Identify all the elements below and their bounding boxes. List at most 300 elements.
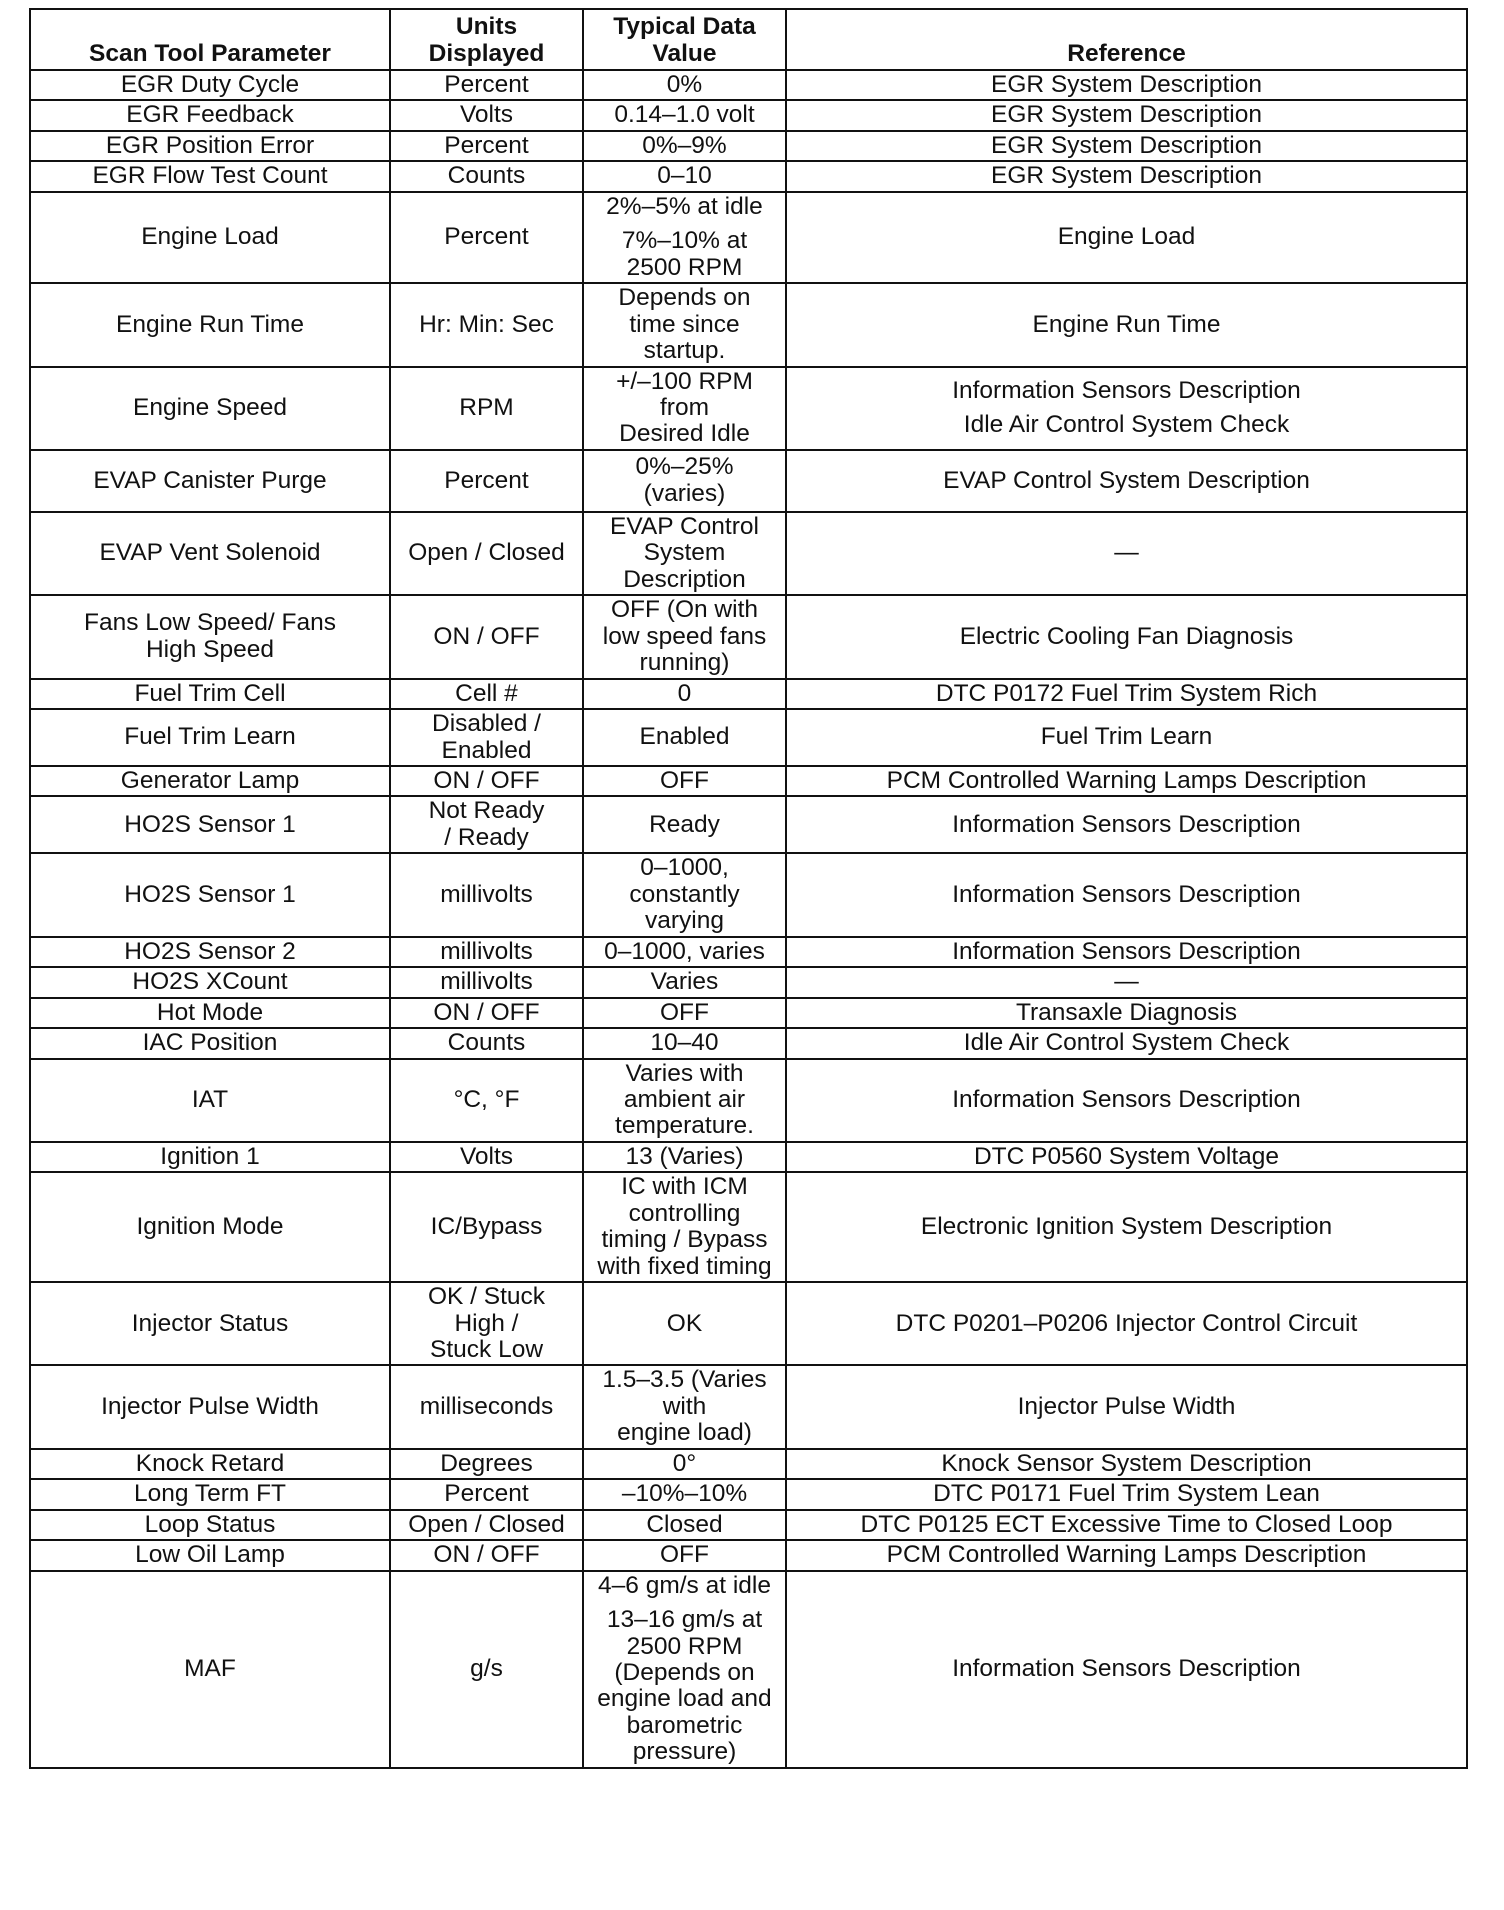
units-text: °C, °F [453,1085,520,1113]
units-cell [390,1142,583,1172]
units-cell [390,1571,583,1768]
units-cell [390,709,583,766]
typical-value-text: controlling [628,1199,741,1227]
typical-value-text: ambient air [623,1085,746,1113]
table-row [30,937,1467,967]
reference-text: Engine Run Time [1032,310,1221,338]
typical-value-text: 0%–9% [642,131,727,159]
table-row [30,283,1467,366]
reference-cell [786,1449,1467,1479]
typical-value-cell [583,967,786,997]
reference-cell [786,100,1467,130]
header-scan-tool-parameter: Scan Tool Parameter [30,9,390,70]
reference-cell [786,766,1467,796]
reference-text: Injector Pulse Width [1017,1392,1236,1420]
units-text: milliseconds [419,1392,554,1420]
reference-text: Fuel Trim Learn [1040,723,1213,751]
parameter-text: EVAP Canister Purge [93,466,327,494]
typical-value-text: IC with ICM [621,1173,748,1201]
parameter-text: Injector Pulse Width [101,1392,319,1420]
reference-text: EGR System Description [991,162,1262,190]
parameter-text: IAC Position [142,1029,278,1057]
parameter-cell [30,967,390,997]
reference-cell [786,1282,1467,1365]
units-text: Degrees [440,1449,533,1477]
reference-cell [786,595,1467,678]
typical-value-cell [583,1142,786,1172]
parameter-cell [30,1540,390,1570]
typical-value-text: engine load and [597,1685,772,1713]
reference-cell [786,161,1467,191]
units-text: High / [454,1309,519,1337]
parameter-cell [30,796,390,853]
parameter-cell [30,192,390,283]
units-text: Enabled [441,736,532,764]
typical-value-cell [583,161,786,191]
parameter-text: HO2S Sensor 2 [124,937,296,965]
table-row [30,1028,1467,1058]
typical-value-text: 0–1000, varies [604,937,765,965]
parameter-cell [30,679,390,709]
typical-value-cell [583,367,786,450]
parameter-text: EVAP Vent Solenoid [99,539,321,567]
reference-text: DTC P0171 Fuel Trim System Lean [933,1480,1320,1508]
units-cell [390,1282,583,1365]
reference-text: EVAP Control System Description [943,466,1310,494]
typical-value-text: Description [623,565,746,593]
parameter-text: EGR Duty Cycle [120,71,300,98]
typical-value-cell [583,1510,786,1540]
table-row [30,709,1467,766]
units-cell [390,1059,583,1142]
parameter-text: IAT [191,1085,229,1113]
units-cell [390,1365,583,1448]
typical-value-cell [583,1571,786,1768]
typical-value-cell [583,1028,786,1058]
units-cell [390,1479,583,1509]
typical-value-text: 1.5–3.5 (Varies [602,1366,767,1394]
parameter-cell [30,709,390,766]
typical-value-text: 0%–25% [635,453,734,481]
typical-value-text: OFF [660,1541,709,1569]
table-row [30,1172,1467,1282]
parameter-cell [30,1028,390,1058]
typical-value-text: with [662,1392,707,1420]
parameter-cell [30,283,390,366]
table-row [30,766,1467,796]
reference-text: — [1114,968,1139,996]
typical-value-cell [583,1449,786,1479]
parameter-cell [30,161,390,191]
table-row [30,595,1467,678]
units-cell [390,450,583,512]
parameter-text: Long Term FT [133,1480,287,1508]
scan-tool-data-table [29,8,1468,1769]
table-row [30,998,1467,1028]
typical-value-cell [583,1479,786,1509]
units-text: Stuck Low [429,1336,544,1364]
units-cell [390,796,583,853]
parameter-text: Generator Lamp [120,766,300,794]
units-text: Open / Closed [408,539,565,567]
parameter-cell [30,450,390,512]
units-text: OK / Stuck [427,1283,546,1311]
reference-cell [786,1172,1467,1282]
table-row [30,1059,1467,1142]
table-row [30,679,1467,709]
typical-value-text: Ready [649,810,720,838]
parameter-text: Fuel Trim Cell [134,679,286,707]
header-units-line: Displayed [428,39,545,67]
parameter-text: Engine Speed [133,393,287,421]
typical-value-text: time since [629,310,740,338]
table-row [30,1142,1467,1172]
typical-value-text: EVAP Control [610,512,759,540]
reference-cell [786,998,1467,1028]
typical-value-text: 2%–5% at idle [606,192,763,220]
reference-text: EGR System Description [991,71,1262,98]
reference-text: EGR System Description [991,101,1262,129]
units-text: millivolts [440,937,533,965]
parameter-cell [30,998,390,1028]
units-cell [390,1028,583,1058]
units-text: millivolts [440,880,533,908]
typical-value-text: 13–16 gm/s at [606,1606,763,1634]
reference-cell [786,709,1467,766]
parameter-cell [30,1365,390,1448]
reference-cell [786,1059,1467,1142]
table-row [30,967,1467,997]
units-text: millivolts [440,968,533,996]
typical-value-text: low speed fans [602,622,767,650]
reference-cell [786,679,1467,709]
parameter-text: MAF [184,1655,236,1683]
typical-value-text: Depends on [618,284,751,312]
reference-cell [786,70,1467,100]
reference-text: PCM Controlled Warning Lamps Description [886,766,1367,794]
typical-value-text: barometric [626,1711,743,1739]
units-text: Volts [459,101,514,129]
typical-value-cell [583,796,786,853]
typical-value-cell [583,595,786,678]
typical-value-text: 4–6 gm/s at idle [598,1571,771,1599]
header-typical-data-value [583,9,786,70]
reference-cell [786,131,1467,161]
units-cell [390,595,583,678]
reference-cell [786,283,1467,366]
reference-text: Information Sensors Description [952,810,1301,838]
parameter-text: EGR Position Error [105,131,315,159]
typical-value-cell [583,679,786,709]
parameter-text: Knock Retard [135,1449,285,1477]
typical-value-text: Closed [646,1510,723,1538]
reference-text: EGR System Description [991,131,1262,159]
reference-cell [786,512,1467,595]
reference-text: Information Sensors Description [952,880,1301,908]
typical-value-text: OFF (On with [610,596,758,624]
units-cell [390,1172,583,1282]
units-text: RPM [459,393,514,421]
parameter-text: Hot Mode [156,998,264,1026]
reference-cell [786,1365,1467,1448]
typical-value-text: OK [666,1309,703,1337]
parameter-cell [30,100,390,130]
units-text: Disabled / [432,710,541,738]
units-text: Volts [459,1142,514,1170]
typical-value-cell [583,100,786,130]
reference-text: PCM Controlled Warning Lamps Description [886,1541,1367,1569]
typical-value-text: 0–10 [657,162,712,190]
typical-value-cell [583,450,786,512]
reference-cell [786,1571,1467,1768]
reference-text: Information Sensors Description [952,937,1301,965]
table-row [30,192,1467,283]
units-text: Percent [444,1480,529,1508]
reference-text: Transaxle Diagnosis [1015,998,1238,1026]
table-row [30,450,1467,512]
units-text: Cell # [455,679,518,707]
typical-value-text: 0% [666,71,703,98]
typical-value-text: pressure) [632,1738,737,1766]
header-value-line: Value [652,39,717,67]
table-row [30,367,1467,450]
header-value-line: Typical Data [613,13,756,41]
typical-value-cell [583,937,786,967]
scan-tool-data-sheet [29,8,1468,1769]
parameter-cell [30,131,390,161]
typical-value-text: 13 (Varies) [625,1142,744,1170]
typical-value-text: –10%–10% [621,1480,748,1508]
units-cell [390,1510,583,1540]
table-row [30,131,1467,161]
reference-cell [786,367,1467,450]
typical-value-text: OFF [660,998,709,1026]
units-text: Counts [447,162,526,190]
table-body [30,70,1467,1768]
typical-value-text: Varies with [625,1059,744,1087]
parameter-cell [30,512,390,595]
parameter-cell [30,1282,390,1365]
parameter-cell [30,853,390,936]
reference-cell [786,450,1467,512]
reference-cell [786,1142,1467,1172]
typical-value-text: Varies [650,968,719,996]
table-row [30,1282,1467,1365]
typical-value-text: OFF [660,766,709,794]
units-cell [390,967,583,997]
typical-value-text: Enabled [639,723,730,751]
reference-cell [786,796,1467,853]
parameter-text: Engine Load [141,223,279,251]
parameter-text: Ignition Mode [136,1212,284,1240]
typical-value-cell [583,1282,786,1365]
typical-value-text: engine load) [617,1419,752,1447]
reference-cell [786,937,1467,967]
typical-value-text: 0° [672,1449,697,1477]
units-text: ON / OFF [433,1541,540,1569]
reference-text: Information Sensors Description [952,376,1301,404]
typical-value-text: (varies) [643,479,726,507]
reference-text: Electronic Ignition System Description [920,1212,1333,1240]
reference-text: Information Sensors Description [952,1085,1301,1113]
typical-value-text: from [660,393,709,421]
parameter-cell [30,1479,390,1509]
parameter-text: Fuel Trim Learn [124,723,296,751]
table-row [30,1365,1467,1448]
typical-value-text: (Depends on [614,1659,755,1687]
typical-value-text: constantly [629,880,740,908]
parameter-cell [30,1571,390,1768]
units-cell [390,131,583,161]
header-row [30,9,1467,70]
typical-value-cell [583,512,786,595]
units-text: Percent [444,466,529,494]
units-cell [390,512,583,595]
units-cell [390,1449,583,1479]
parameter-cell [30,1510,390,1540]
table-row [30,853,1467,936]
typical-value-cell [583,1059,786,1142]
units-text: g/s [470,1655,503,1683]
parameter-text: EGR Flow Test Count [92,162,328,190]
typical-value-cell [583,709,786,766]
parameter-text: Loop Status [144,1510,276,1538]
typical-value-text: varying [645,907,724,935]
units-cell [390,192,583,283]
parameter-cell [30,367,390,450]
units-text: ON / OFF [433,622,540,650]
table-row [30,1510,1467,1540]
typical-value-cell [583,70,786,100]
parameter-text: Fans Low Speed/ Fans [84,609,336,637]
units-cell [390,853,583,936]
reference-cell [786,1540,1467,1570]
parameter-cell [30,1172,390,1282]
parameter-text: EGR Feedback [126,101,294,129]
units-cell [390,367,583,450]
typical-value-cell [583,1540,786,1570]
header-reference: Reference [786,9,1467,70]
units-text: Percent [444,71,529,98]
table-row [30,1571,1467,1768]
reference-text: Idle Air Control System Check [963,411,1290,439]
parameter-cell [30,1059,390,1142]
table-row [30,70,1467,100]
units-text: ON / OFF [433,998,540,1026]
units-cell [390,679,583,709]
reference-text: Knock Sensor System Description [941,1449,1312,1477]
typical-value-text: running) [639,649,730,677]
parameter-text: Low Oil Lamp [135,1541,285,1569]
typical-value-text: +/–100 RPM [616,367,753,395]
reference-text: Engine Load [1057,223,1196,251]
parameter-text: HO2S Sensor 1 [124,810,296,838]
typical-value-text: 0 [677,679,692,707]
typical-value-text: timing / Bypass [601,1226,768,1254]
parameter-cell [30,595,390,678]
table-row [30,100,1467,130]
reference-text: Electric Cooling Fan Diagnosis [959,622,1294,650]
units-cell [390,998,583,1028]
units-cell [390,766,583,796]
parameter-text: Ignition 1 [160,1142,260,1170]
units-cell [390,100,583,130]
units-cell [390,283,583,366]
parameter-cell [30,1142,390,1172]
parameter-text: HO2S Sensor 1 [124,880,296,908]
typical-value-cell [583,283,786,366]
typical-value-text: System [643,539,726,567]
reference-text: DTC P0172 Fuel Trim System Rich [935,679,1318,707]
parameter-cell [30,937,390,967]
parameter-text: HO2S XCount [132,968,288,996]
units-text: Hr: Min: Sec [419,310,554,338]
reference-cell [786,853,1467,936]
parameter-cell [30,1449,390,1479]
units-text: ON / OFF [433,766,540,794]
parameter-cell [30,766,390,796]
table-row [30,1449,1467,1479]
typical-value-cell [583,853,786,936]
typical-value-cell [583,131,786,161]
units-text: Open / Closed [408,1510,565,1538]
reference-text: DTC P0560 System Voltage [973,1142,1280,1170]
reference-cell [786,967,1467,997]
units-text: Counts [447,1029,526,1057]
typical-value-text: with fixed timing [597,1252,772,1280]
reference-text: Idle Air Control System Check [963,1029,1290,1057]
units-text: IC/Bypass [430,1212,543,1240]
typical-value-text: 10–40 [650,1029,719,1057]
units-text: / Ready [444,823,529,851]
reference-cell [786,1479,1467,1509]
table-row [30,512,1467,595]
parameter-text: Engine Run Time [116,310,304,338]
reference-cell [786,1028,1467,1058]
typical-value-cell [583,192,786,283]
typical-value-text: 2500 RPM [626,253,743,281]
reference-cell [786,192,1467,283]
header-units-displayed [390,9,583,70]
table-row [30,161,1467,191]
units-text: Percent [444,131,529,159]
typical-value-text: startup. [643,337,726,365]
reference-text: DTC P0201–P0206 Injector Control Circuit [895,1309,1358,1337]
units-text: Not Ready [428,797,545,825]
typical-value-cell [583,998,786,1028]
parameter-cell [30,70,390,100]
reference-text: — [1114,539,1139,567]
typical-value-text: temperature. [615,1112,754,1140]
units-cell [390,937,583,967]
parameter-text: High Speed [145,635,275,663]
parameter-text: Injector Status [131,1309,289,1337]
table-row [30,1540,1467,1570]
units-cell [390,161,583,191]
reference-text: DTC P0125 ECT Excessive Time to Closed Loop [860,1510,1393,1538]
typical-value-cell [583,1365,786,1448]
typical-value-cell [583,766,786,796]
reference-cell [786,1510,1467,1540]
typical-value-text: Desired Idle [619,420,750,448]
typical-value-cell [583,1172,786,1282]
units-text: Percent [444,223,529,251]
typical-value-text: 0–1000, [640,854,729,882]
typical-value-text: 0.14–1.0 volt [614,101,755,129]
typical-value-text: 2500 RPM [626,1632,743,1660]
units-cell [390,1540,583,1570]
header-units-line: Units [455,13,518,41]
